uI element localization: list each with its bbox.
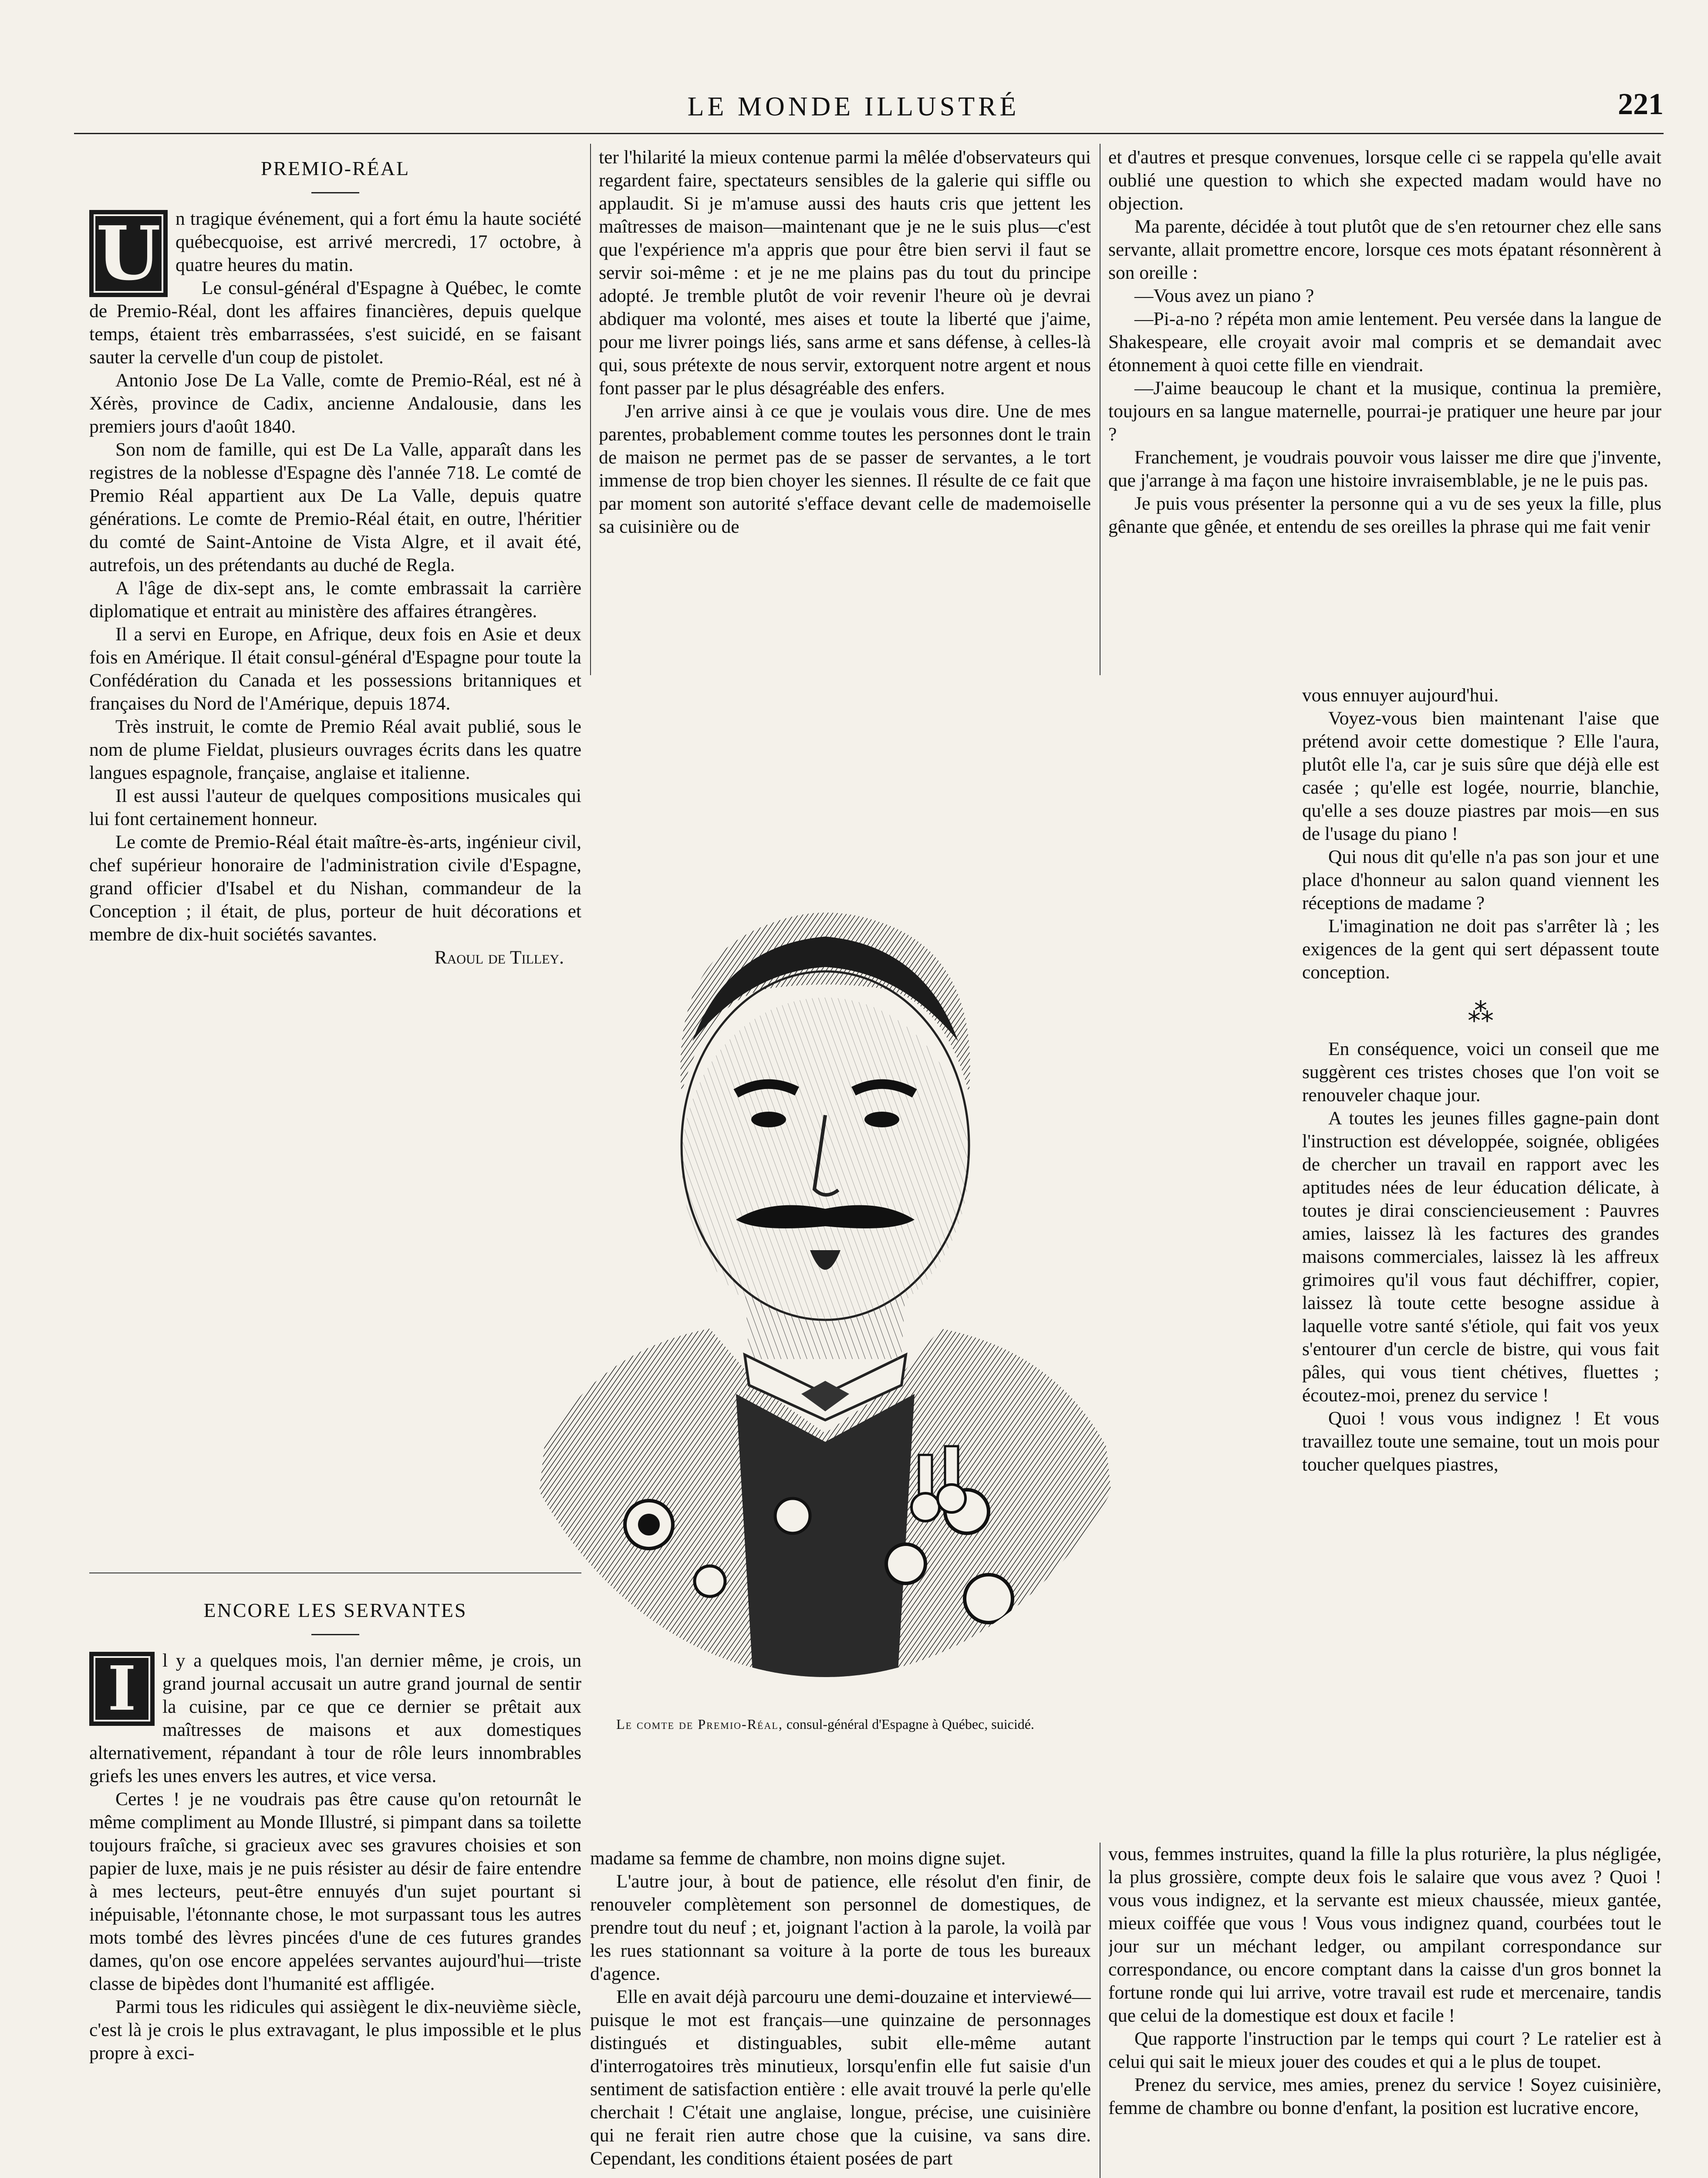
article-column-3-narrow — [1302, 684, 1659, 1821]
author-signature: Raoul de Tilley. — [434, 947, 564, 968]
paragraph: Quoi ! vous vous indignez ! Et vous travaillez toute une semaine, tout un mois pour toucher quelques piastres, — [1302, 1408, 1659, 1475]
paragraph: madame sa femme de chambre, non moins digne sujet. — [590, 1848, 1006, 1869]
paragraph: Il est aussi l'auteur de quelques compositions musicales qui lui font certainement honneur. — [89, 785, 581, 829]
paragraph: En conséquence, voici un conseil que me suggèrent ces tristes choses que l'on voit se renouveler chaque jour. — [1302, 1038, 1659, 1106]
paragraph: Franchement, je voudrais pouvoir vous laisser me dire que j'invente, que j'arrange à ma façon une histoire invraisemblable, je ne le puis pas. — [1108, 447, 1661, 491]
caption-name: Le comte de Premio-Réal, — [616, 1716, 783, 1732]
paragraph: Parmi tous les ridicules qui assiègent le dix-neuvième siècle, c'est là je crois le plus extravagant, le plus impossible et le plus propre à exci- — [89, 1996, 581, 2063]
section-asterism: ⁂ — [1468, 998, 1494, 1027]
paragraph: Antonio Jose De La Valle, comte de Premio-Réal, est né à Xérès, province de Cadix, ancienne Andalousie, dans les premiers jours d'août 1840. — [89, 370, 581, 437]
drop-cap: I — [89, 1652, 155, 1726]
paragraph: Certes ! je ne voudrais pas être cause qu'on retournât le même compliment au Monde Illustré, si pimpant dans sa toilette toujours fraîche, si gracieux avec ses gravures choisies et son papier de luxe, mais je ne puis résister au désir de faire entendre à mes lecteurs, peut-être ennuyés d'un sujet pourtant si inépuisable, l'étonnante chose, le mot surpassant tous les autres mots tombé des lèvres pincées d'une de ces futures grandes dames, qu'on ose encore appelées servantes aujourd'hui—triste classe de bipèdes dont l'humanité est affligée. — [89, 1789, 581, 1994]
article-column-3 — [1108, 146, 1661, 682]
paragraph: Le consul-général d'Espagne à Québec, le comte de Premio-Réal, dont les affaires financières, depuis quelque temps, étaient très embarrassées, s'est suicidé, en se faisant sauter la cervelle d'un coup de pistolet. — [89, 277, 581, 368]
paragraph: —Vous avez un piano ? — [1134, 285, 1314, 306]
paragraph: vous ennuyer aujourd'hui. — [1302, 685, 1499, 706]
paragraph: Ma parente, décidée à tout plutôt que de s'en retourner chez elle sans servante, allait promettre encore, lorsque ces mots épatant résonnèrent à son oreille : — [1108, 216, 1661, 283]
paragraph: Je puis vous présenter la personne qui a vu de ses yeux la fille, plus gênante que gênée, et entendu de ses oreilles la phrase qui me fait venir — [1108, 493, 1661, 537]
article-column-3-bottom — [1108, 1843, 1661, 2178]
article-column-2-bottom — [590, 1847, 1091, 2178]
paragraph: L'autre jour, à bout de patience, elle résolut d'en finir, de renouveler complètement son personnel de domestiques, de prendre tout du neuf ; et, joignant l'action à la parole, la voilà par les rues stationnant sa voiture à la porte de tous les bureaux d'agence. — [590, 1871, 1091, 1984]
paragraph: Son nom de famille, qui est De La Valle, apparaît dans les registres de la noblesse d'Espagne dès l'année 718. Le comté de Premio Réal appartient aux De La Valle, depuis quatre générations. Le comte de Premio-Réal était, en outre, l'héritier du comté de Saint-Antoine de Vista Algre, et il avait été, autrefois, un des prétendants au duché de Regla. — [89, 439, 581, 575]
paragraph: —J'aime beaucoup le chant et la musique, continua la première, toujours en sa langue maternelle, pourrai-je pratiquer une heure par jour ? — [1108, 378, 1661, 445]
paragraph: A toutes les jeunes filles gagne-pain dont l'instruction est développée, soignée, obligées de chercher un travail en rapport avec les aptitudes nées de leur éducation délicate, à toutes je dirai consciencieusement : Pauvres amies, laissez là les factures des grandes maisons commerciales, laissez là les affreux grimoires qu'il vous faut déchiffrer, copier, laissez là toute cette besogne assidue à laquelle votre santé s'étiole, qui fait vos yeux s'entourer d'un cercle de bistre, qui vous fait pâles, qui vous tient chétives, fluettes ; écoutez-moi, prenez du service ! — [1302, 1108, 1659, 1406]
drop-cap: U — [89, 210, 168, 297]
paragraph: A l'âge de dix-sept ans, le comte embrassait la carrière diplomatique et entrait au ministère des affaires étrangères. — [89, 578, 581, 622]
article-heading: PREMIO-RÉAL — [260, 157, 410, 179]
paragraph: l y a quelques mois, l'an dernier même, je crois, un grand journal accusait un autre grand journal de sentir la cuisine, par ce que ce dernier se prêtait aux maîtresses de maisons et aux domestiques alternativement, répandant à tour de rôle leurs innombrables griefs les unes envers les autres, et vice versa. — [89, 1650, 581, 1786]
heading-rule — [311, 192, 359, 193]
header-rule — [74, 133, 1664, 134]
article-heading: ENCORE LES SERVANTES — [203, 1599, 467, 1621]
page-number: 221 — [1618, 88, 1664, 121]
masthead-title: LE MONDE ILLUSTRÉ — [687, 92, 1020, 122]
paragraph: Que rapporte l'instruction par le temps qui court ? Le ratelier est à celui qui sait le mieux jouer des coudes et qui a le plus de toupet. — [1108, 2028, 1661, 2072]
caption-text: consul-général d'Espagne à Québec, suicidé. — [786, 1716, 1034, 1732]
portrait-illustration — [466, 815, 1185, 1686]
paragraph: L'imagination ne doit pas s'arrêter là ; les exigences de la gent qui sert dépassent toute conception. — [1302, 916, 1659, 983]
paragraph: J'en arrive ainsi à ce que je voulais vous dire. Une de mes parentes, probablement comme toutes les personnes dont le train de maison ne permet pas de se passer de servantes, a le tort immense de trop bien choyer les siennes. Il résulte de ce fait que par moment son autorité s'efface devant celle de mademoiselle sa cuisinière ou de — [599, 401, 1091, 537]
article-body — [599, 146, 1091, 538]
paragraph: Elle en avait déjà parcouru une demi-douzaine et interviewé—puisque le mot est français—une quinzaine de personnages distingués et distinguables, subit elle-même autant d'interrogatoires très minutieux, lorsqu'enfin elle fut saisie d'un sentiment de satisfaction entière : elle avait trouvé la perle qu'elle cherchait ! C'était une anglaise, longue, précise, une cuisinière qui ne ferait rien autre chose que la cuisine, va sans dire. Cependant, les conditions étaient posées de part — [590, 1986, 1091, 2169]
paragraph: n tragique événement, qui a fort ému la haute société québecquoise, est arrivé mercredi, 17 octobre, à quatre heures du matin. — [176, 208, 581, 275]
heading-rule — [311, 1634, 359, 1635]
article-body — [1108, 146, 1661, 538]
paragraph: ter l'hilarité la mieux contenue parmi la mêlée d'observateurs qui regardent faire, spectateurs sensibles de la galerie qui siffle ou applaudit. Si je m'amuse aussi des hauts cris que jettent les maîtresses de maison—maintenant que je ne le suis plus—c'est que l'expérience m'a appris que pour être bien servi il faut se servir soi-même : et je ne me plains pas du tout du principe adopté. Je tremble plutôt de voir revenir l'heure où je devrai abdiquer ma volonté, mes aises et toute la liberté que j'aime, pour me livrer poings liés, sans arme et sans défense, à celles-là qui, sous prétexte de nous servir, extorquent notre argent et nous font passer par le plus désagréable des enfers. — [599, 147, 1091, 399]
paragraph: vous, femmes instruites, quand la fille la plus roturière, la plus négligée, la plus grossière, compte deux fois le salaire que vous avez ? Quoi ! vous vous indignez, et la servante est mieux chaussée, mieux gantée, mieux coiffée que vous ! Vous vous indignez quand, courbées tout le jour sur un méchant ledger, ou ampilant correspondance sur correspondance, ou encore comptant dans la caisse d'un gros bonnet la fortune ronde qui lui arrive, votre travail est rude et mercenaire, tandis que celui de la domestique est doux et facile ! — [1108, 1843, 1661, 2026]
paragraph: —Pi-a-no ? répéta mon amie lentement. Peu versée dans la langue de Shakespeare, elle croyait avoir mal compris et se demandait avec étonnement à quoi cette fille en viendrait. — [1108, 308, 1661, 375]
article-body — [1108, 1843, 1661, 2120]
article-column-2 — [599, 146, 1091, 682]
paragraph: Voyez-vous bien maintenant l'aise que prétend avoir cette domestique ? Elle l'aura, plutôt elle l'a, car je suis sûre que déjà elle est casée ; qu'elle est logée, nourrie, blanchie, qu'elle a ses douze piastres par mois—en sus de l'usage du piano ! — [1302, 708, 1659, 844]
article-body — [1302, 1038, 1659, 1476]
portrait-engraving — [466, 815, 1185, 1686]
paragraph: Le comte de Premio-Réal était maître-ès-arts, ingénieur civil, chef supérieur honoraire de l'administration civile d'Espagne, grand officier d'Isabel et du Nishan, commandeur de la Conception ; il était, de plus, porteur de huit décorations et membre de dix-huit sociétés savantes. — [89, 832, 581, 945]
article-body — [1302, 684, 1659, 984]
paragraph: et d'autres et presque convenues, lorsque celle ci se rappela qu'elle avait oublié une question to which she expected madam would have no objection. — [1108, 147, 1661, 214]
article-body — [590, 1847, 1091, 2170]
paragraph: Qui nous dit qu'elle n'a pas son jour et une place d'honneur au salon quand viennent les réceptions de madame ? — [1302, 846, 1659, 913]
article-body — [89, 1649, 581, 2065]
paragraph: Prenez du service, mes amies, prenez du service ! Soyez cuisinière, femme de chambre ou bonne d'enfant, la position est lucrative encore, — [1108, 2074, 1661, 2118]
paragraph: Il a servi en Europe, en Afrique, deux fois en Asie et deux fois en Amérique. Il était consul-général d'Espagne pour toute la Confédération du Canada et les possessions britanniques et françaises du Nord de l'Amérique, depuis 1874. — [89, 624, 581, 714]
illustration-caption — [466, 1716, 1185, 1732]
column-divider — [590, 144, 591, 675]
paragraph: Très instruit, le comte de Premio Réal avait publié, sous le nom de plume Fieldat, plusieurs ouvrages écrits dans les quatre langues espagnole, française, anglaise et italienne. — [89, 716, 581, 783]
